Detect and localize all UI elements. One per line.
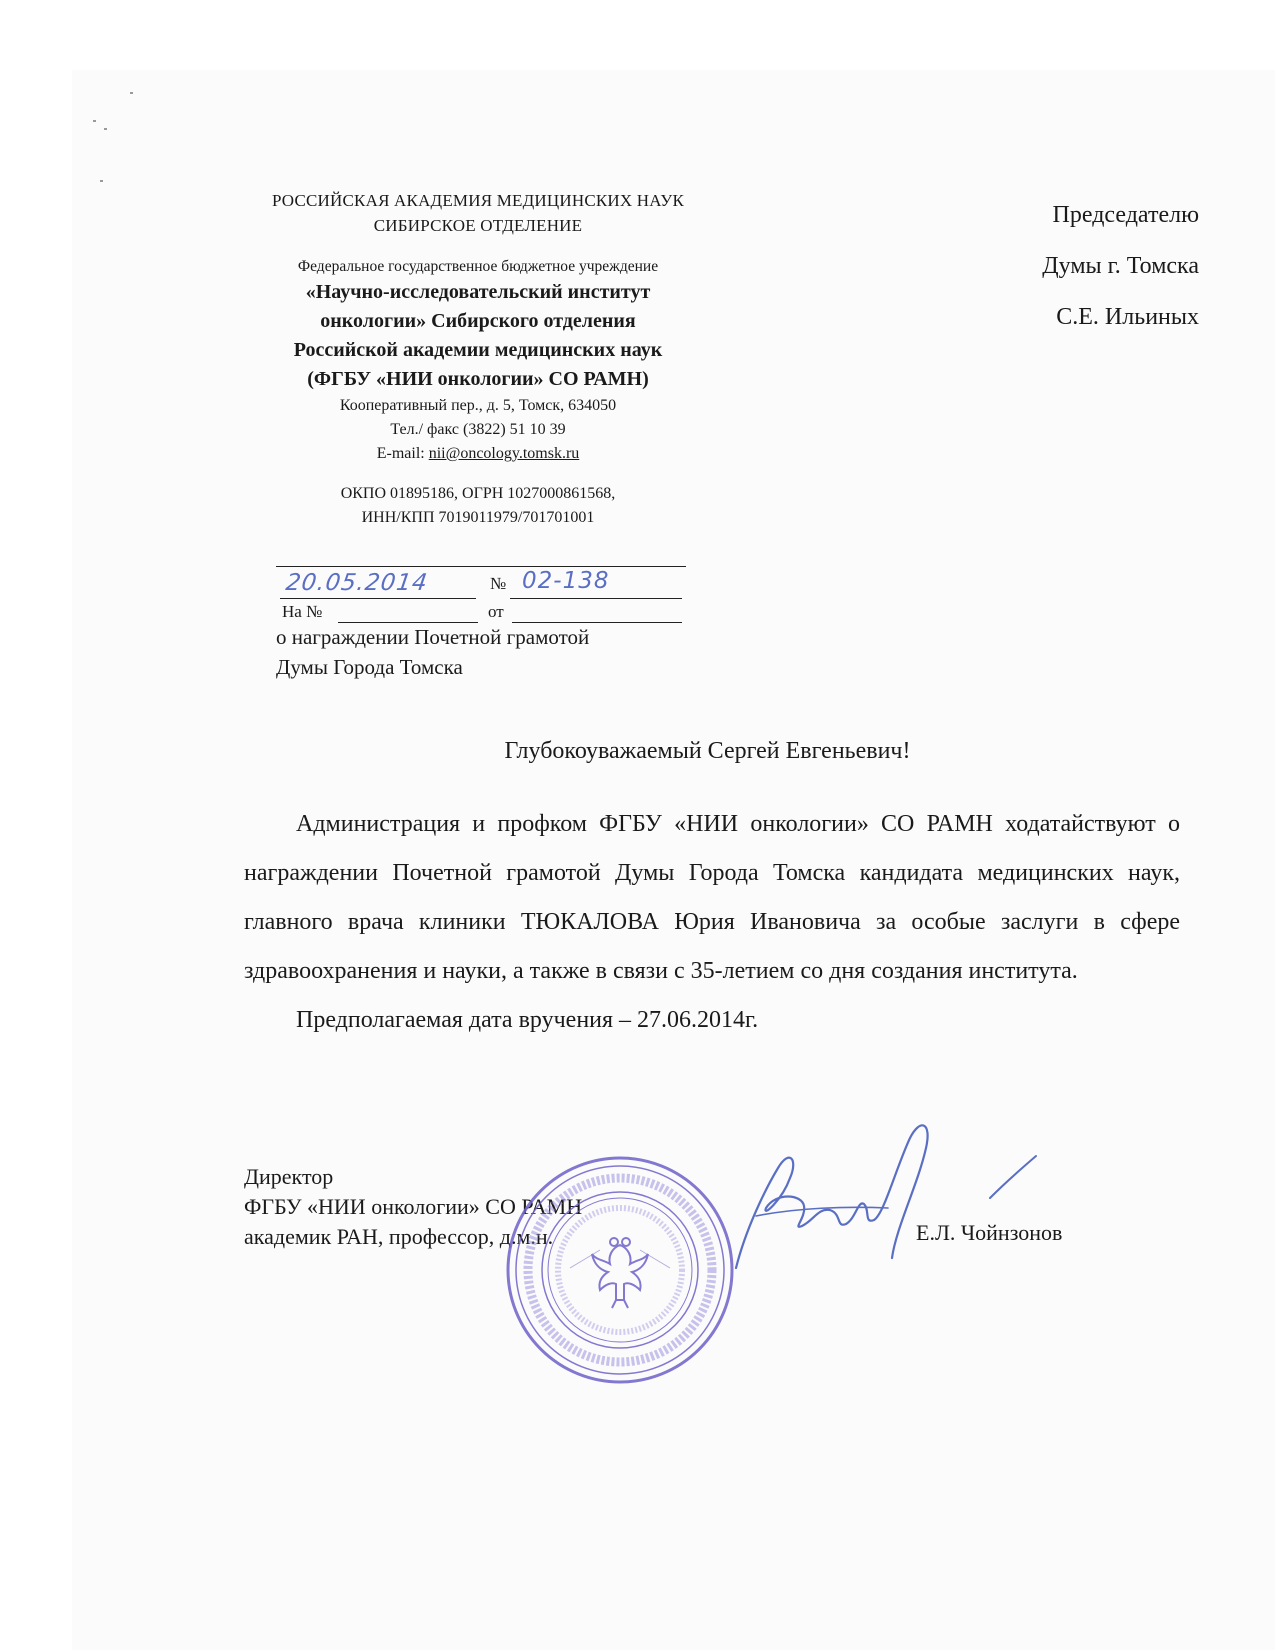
body-paragraph: Предполагаемая дата вручения – 27.06.2014г.	[296, 1007, 759, 1033]
divider	[276, 566, 686, 567]
org-codes-line: ИНН/КПП 7019011979/701701001	[361, 509, 595, 526]
subject-line: Думы Города Томска	[276, 655, 463, 679]
signature-stroke	[736, 1125, 928, 1268]
org-name-line: «Научно-исследовательский институт	[305, 281, 651, 303]
seal-text-line	[570, 1250, 600, 1268]
org-phone: Тел./ факс (3822) 51 10 39	[390, 421, 566, 438]
outgoing-number: 02-138	[522, 568, 610, 594]
org-name-line: (ФГБУ «НИИ онкологии» СО РАМН)	[307, 368, 649, 390]
reference-date-label: от	[488, 602, 504, 621]
letter-body	[244, 800, 1180, 1045]
addressee-line: С.Е. Ильиных	[1056, 304, 1199, 330]
signatory-position: Директор	[244, 1164, 334, 1189]
org-name-line: онкологии» Сибирского отделения	[320, 310, 636, 332]
seal-ring	[516, 1166, 724, 1374]
scan-speck	[93, 120, 96, 122]
number-label: №	[490, 574, 507, 593]
reference-number-label: На №	[282, 602, 323, 621]
branch-name: СИБИРСКОЕ ОТДЕЛЕНИЕ	[373, 216, 583, 235]
academy-name: РОССИЙСКАЯ АКАДЕМИЯ МЕДИЦИНСКИХ НАУК	[271, 191, 685, 210]
official-seal-stamp	[500, 1150, 740, 1390]
eagle-emblem-icon	[592, 1238, 648, 1308]
org-codes-line: ОКПО 01895186, ОГРН 1027000861568,	[340, 485, 616, 502]
seal-ring	[548, 1198, 692, 1342]
addressee-line: Председателю	[1052, 202, 1199, 228]
seal-ring	[542, 1192, 698, 1348]
subject-line: о награждении Почетной грамотой	[276, 625, 590, 649]
org-type: Федеральное государственное бюджетное учреждение	[297, 258, 659, 275]
body-paragraph: Администрация и профком ФГБУ «НИИ онкологии» СО РАМН ходатайствуют о награждении Почетной грамотой Думы Города Томска кандидата медицинских наук, главного врача клиники ТЮКАЛОВА Юрия Ивановича за особые заслуги в сфере здравоохранения и науки, а также в связи с 35-летием со дня создания института.	[244, 811, 1180, 984]
date-underline	[280, 598, 476, 599]
outgoing-date: 20.05.2014	[284, 570, 430, 596]
org-email-row	[228, 442, 728, 466]
email-link[interactable]: nii@oncology.tomsk.ru	[428, 445, 580, 462]
signature-stroke	[990, 1156, 1036, 1198]
scan-speck	[130, 92, 133, 94]
signatory-organization: ФГБУ «НИИ онкологии» СО РАМН	[244, 1194, 583, 1219]
email-label: E-mail:	[376, 445, 425, 462]
handwritten-signature	[706, 1108, 1046, 1278]
signatory-title: академик РАН, профессор, д.м.н.	[244, 1224, 554, 1249]
addressee	[1042, 190, 1199, 343]
signatory-name: Е.Л. Чойнзонов	[916, 1220, 1063, 1245]
seal-text-line	[640, 1250, 670, 1268]
seal-lettering-band	[558, 1208, 682, 1332]
number-underline	[510, 598, 682, 599]
org-codes	[228, 482, 728, 530]
addressee-line: Думы г. Томска	[1042, 253, 1199, 279]
letterhead	[228, 188, 728, 530]
org-name-line: Российской академии медицинских наук	[293, 339, 663, 361]
salutation: Глубокоуважаемый Сергей Евгеньевич!	[504, 738, 911, 764]
letter-subject	[276, 622, 589, 682]
org-address: Кооперативный пер., д. 5, Томск, 634050	[339, 397, 617, 414]
scan-speck	[100, 180, 103, 182]
scan-speck	[104, 128, 107, 130]
